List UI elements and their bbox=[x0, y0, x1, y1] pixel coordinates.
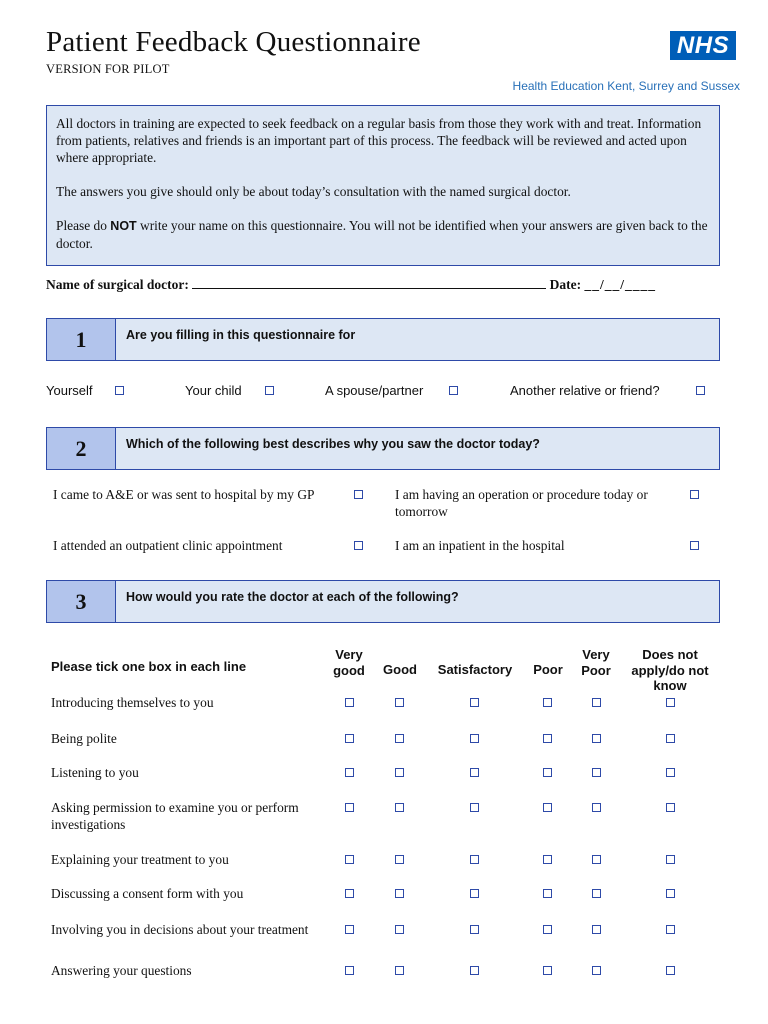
q3-rating-checkbox[interactable] bbox=[345, 698, 354, 707]
q3-rating-checkbox[interactable] bbox=[470, 855, 479, 864]
q3-row-label: Answering your questions bbox=[51, 963, 192, 978]
q3-rating-checkbox[interactable] bbox=[592, 698, 601, 707]
question-2-text: Which of the following best describes why you saw the doctor today? bbox=[126, 437, 540, 451]
q3-rating-checkbox[interactable] bbox=[395, 734, 404, 743]
q3-rating-checkbox[interactable] bbox=[470, 768, 479, 777]
q3-rating-checkbox[interactable] bbox=[666, 966, 675, 975]
q2-option-ae-gp-checkbox[interactable] bbox=[354, 490, 363, 499]
q3-rating-checkbox[interactable] bbox=[592, 966, 601, 975]
page-title: Patient Feedback Questionnaire bbox=[46, 26, 421, 58]
q2-option-operation-checkbox[interactable] bbox=[690, 490, 699, 499]
q3-instruction: Please tick one box in each line bbox=[51, 659, 247, 674]
q1-option-yourself-checkbox[interactable] bbox=[115, 386, 124, 395]
q1-option-relative-label: Another relative or friend? bbox=[510, 383, 660, 398]
doctor-name-label: Name of surgical doctor: bbox=[46, 277, 189, 292]
intro-paragraph-2: The answers you give should only be about today’s consultation with the named surgical doctor. bbox=[56, 184, 571, 199]
q3-row-label: Discussing a consent form with you bbox=[51, 886, 244, 901]
q3-col-does-not-apply: Does not apply/do not know bbox=[631, 647, 709, 693]
q3-rating-checkbox[interactable] bbox=[470, 698, 479, 707]
q3-rating-checkbox[interactable] bbox=[345, 768, 354, 777]
q2-option-operation-label: I am having an operation or procedure today or tomorrow bbox=[395, 487, 648, 519]
q3-rating-checkbox[interactable] bbox=[470, 889, 479, 898]
q3-rating-checkbox[interactable] bbox=[345, 734, 354, 743]
q2-option-inpatient-label: I am an inpatient in the hospital bbox=[395, 538, 565, 553]
q3-rating-checkbox[interactable] bbox=[666, 925, 675, 934]
q3-rating-checkbox[interactable] bbox=[666, 803, 675, 812]
q3-row-label: Explaining your treatment to you bbox=[51, 852, 229, 867]
question-3-header bbox=[46, 580, 720, 623]
question-3-text: How would you rate the doctor at each of the following? bbox=[126, 590, 459, 604]
q3-rating-checkbox[interactable] bbox=[395, 966, 404, 975]
emphasis-not: NOT bbox=[110, 219, 137, 233]
q3-rating-checkbox[interactable] bbox=[543, 889, 552, 898]
page-subtitle: VERSION FOR PILOT bbox=[46, 62, 170, 76]
q3-rating-checkbox[interactable] bbox=[395, 855, 404, 864]
q3-row-label: Introducing themselves to you bbox=[51, 695, 214, 710]
q3-rating-checkbox[interactable] bbox=[543, 803, 552, 812]
q3-rating-checkbox[interactable] bbox=[470, 803, 479, 812]
q3-rating-checkbox[interactable] bbox=[345, 966, 354, 975]
q3-rating-checkbox[interactable] bbox=[345, 889, 354, 898]
q3-col-very-good: Very good bbox=[333, 647, 365, 678]
q3-rating-checkbox[interactable] bbox=[666, 698, 675, 707]
q3-rating-checkbox[interactable] bbox=[470, 734, 479, 743]
q3-rating-checkbox[interactable] bbox=[592, 768, 601, 777]
q3-col-poor: Poor bbox=[533, 662, 563, 677]
question-2-header bbox=[46, 427, 720, 470]
question-2-number: 2 bbox=[47, 428, 116, 469]
q3-col-satisfactory: Satisfactory bbox=[437, 662, 513, 677]
q3-rating-checkbox[interactable] bbox=[395, 768, 404, 777]
doctor-name-line bbox=[46, 276, 726, 293]
intro-paragraph-1: All doctors in training are expected to seek feedback on a regular basis from those they work with and treat. Information from patients, relatives and friends is an important part of this process. The feedback will be reviewed and acted upon where appropriate. bbox=[56, 116, 702, 165]
q3-rating-checkbox[interactable] bbox=[345, 803, 354, 812]
question-3-number: 3 bbox=[47, 581, 116, 622]
q2-option-outpatient-label: I attended an outpatient clinic appointment bbox=[53, 538, 283, 553]
q3-rating-checkbox[interactable] bbox=[543, 855, 552, 864]
q3-rating-checkbox[interactable] bbox=[592, 925, 601, 934]
q3-row-label: Listening to you bbox=[51, 765, 139, 780]
date-field[interactable]: __/__/____ bbox=[584, 277, 656, 292]
date-label: Date: bbox=[549, 277, 582, 292]
q3-rating-checkbox[interactable] bbox=[666, 889, 675, 898]
q3-row-label: Involving you in decisions about your treatment bbox=[51, 922, 309, 937]
q1-option-child-label: Your child bbox=[185, 383, 242, 398]
q3-rating-checkbox[interactable] bbox=[543, 768, 552, 777]
q3-rating-checkbox[interactable] bbox=[395, 889, 404, 898]
q3-rating-checkbox[interactable] bbox=[470, 966, 479, 975]
q1-option-spouse-label: A spouse/partner bbox=[325, 383, 424, 398]
intro-paragraph-3: Please do NOT write your name on this questionnaire. You will not be identified when your answers are given back to the doctor. bbox=[56, 218, 708, 251]
q2-option-inpatient-checkbox[interactable] bbox=[690, 541, 699, 550]
q3-rating-checkbox[interactable] bbox=[592, 889, 601, 898]
q3-rating-checkbox[interactable] bbox=[592, 734, 601, 743]
q3-rating-checkbox[interactable] bbox=[592, 803, 601, 812]
q3-rating-checkbox[interactable] bbox=[666, 734, 675, 743]
q3-rating-checkbox[interactable] bbox=[543, 698, 552, 707]
doctor-name-field[interactable] bbox=[192, 276, 546, 289]
q2-option-outpatient-checkbox[interactable] bbox=[354, 541, 363, 550]
intro-panel bbox=[46, 105, 720, 266]
q3-col-very-poor: Very Poor bbox=[581, 647, 611, 678]
q1-option-relative-checkbox[interactable] bbox=[696, 386, 705, 395]
q3-col-good: Good bbox=[383, 662, 417, 677]
q3-row-label: Being polite bbox=[51, 731, 117, 746]
q3-rating-checkbox[interactable] bbox=[345, 855, 354, 864]
q3-row-label: Asking permission to examine you or perform investigations bbox=[51, 800, 299, 832]
organisation-name: Health Education Kent, Surrey and Sussex bbox=[512, 79, 740, 93]
q3-rating-checkbox[interactable] bbox=[666, 768, 675, 777]
q3-rating-checkbox[interactable] bbox=[395, 803, 404, 812]
q3-rating-checkbox[interactable] bbox=[666, 855, 675, 864]
question-1-text: Are you filling in this questionnaire for bbox=[126, 328, 356, 342]
question-1-header bbox=[46, 318, 720, 361]
q1-option-yourself-label: Yourself bbox=[46, 383, 93, 398]
question-1-number: 1 bbox=[47, 319, 116, 360]
q1-option-spouse-checkbox[interactable] bbox=[449, 386, 458, 395]
nhs-logo: NHS bbox=[670, 31, 736, 60]
q2-option-ae-gp-label: I came to A&E or was sent to hospital by my GP bbox=[53, 487, 315, 502]
q3-rating-checkbox[interactable] bbox=[345, 925, 354, 934]
q1-option-child-checkbox[interactable] bbox=[265, 386, 274, 395]
q3-rating-checkbox[interactable] bbox=[470, 925, 479, 934]
q3-rating-checkbox[interactable] bbox=[395, 698, 404, 707]
q3-rating-checkbox[interactable] bbox=[395, 925, 404, 934]
q3-rating-checkbox[interactable] bbox=[543, 925, 552, 934]
q3-rating-checkbox[interactable] bbox=[543, 734, 552, 743]
q3-rating-checkbox[interactable] bbox=[592, 855, 601, 864]
q3-rating-checkbox[interactable] bbox=[543, 966, 552, 975]
